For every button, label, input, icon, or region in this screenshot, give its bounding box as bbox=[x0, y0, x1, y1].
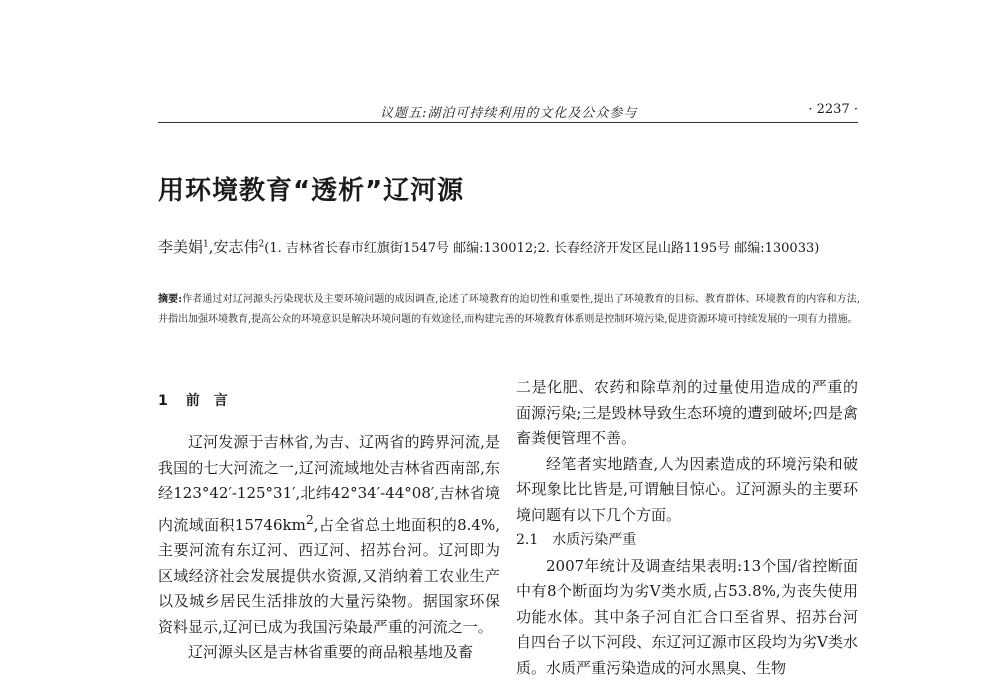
author-2: 安志伟 bbox=[213, 238, 259, 256]
left-column bbox=[158, 388, 500, 666]
running-title: 议题五:湖泊可持续利用的文化及公众参与 bbox=[380, 106, 638, 121]
right-column bbox=[516, 375, 858, 681]
water-quality-paragraph: 2007年统计及调查结果表明:13个国/省控断面中有8个断面均为劣Ⅴ类水质,占53.8%,为丧失使用功能水体。其中条子河自汇合口至省界、招苏台河自四台子以下河段、东辽河辽源市区段均为劣Ⅴ类水质。水质严重污染造成的河水黑臭、生物 bbox=[516, 556, 858, 677]
section-1-title: 前言 bbox=[185, 393, 242, 409]
intro-para-1-tail: ,占全省总土地面积的8.4%,主要河流有东辽河、西辽河、招苏台河。辽河即为区域经济社会发展提供水资源,又消纳着工农业生产以及城乡居民生活排放的大量污染物。据国家环保资料显示,辽河已成为我国污染最严重的河流之一。 bbox=[158, 515, 500, 636]
subsection-2-1-heading bbox=[516, 528, 858, 554]
author-1: 李美娟 bbox=[158, 238, 204, 256]
intro-para-1-text: 辽河发源于吉林省,为吉、辽两省的跨界河流,是我国的七大河流之一,辽河流域地处吉林省西南部,东经123°42′-125°31′,北纬42°34′-44°08′,吉林省境内流域面积15746km bbox=[158, 433, 500, 534]
intro-paragraph-2: 辽河源头区是吉林省重要的商品粮基地及畜 bbox=[188, 643, 474, 661]
abstract bbox=[158, 290, 860, 330]
author-separator: , bbox=[208, 238, 214, 256]
intro-paragraph-1 bbox=[158, 430, 500, 640]
section-1-number: 1 bbox=[158, 393, 168, 409]
area-unit-superscript: 2 bbox=[305, 511, 314, 527]
author-1-affil-mark: 1 bbox=[203, 239, 209, 250]
subsection-2-1-number: 2.1 bbox=[516, 532, 539, 548]
page-number: · 2237 · bbox=[808, 102, 858, 117]
running-header bbox=[158, 100, 858, 123]
affiliation: (1. 吉林省长春市红旗街1547号 邮编:130012;2. 长春经济开发区昆山路1195号 邮编:130033) bbox=[264, 241, 820, 256]
section-1-heading bbox=[158, 388, 500, 430]
article-title: 用环境教育“透析”辽河源 bbox=[158, 176, 465, 206]
author-line bbox=[158, 236, 878, 257]
survey-paragraph: 经笔者实地踏查,人为因素造成的环境污染和破坏现象比比皆是,可谓触目惊心。辽河源头的主要环境问题有以下几个方面。 bbox=[516, 454, 858, 524]
subsection-2-1-title: 水质污染严重 bbox=[552, 532, 637, 548]
abstract-label: 摘要: bbox=[158, 294, 182, 305]
continued-paragraph: 二是化肥、农药和除草剂的过量使用造成的严重的面源污染;三是毁林导致生态环境的遭到破坏;四是禽畜粪便管理不善。 bbox=[516, 378, 858, 447]
abstract-text: 作者通过对辽河源头污染现状及主要环境问题的成因调查,论述了环境教育的迫切性和重要性,提出了环境教育的目标、教育群体、环境教育的内容和方法,并指出加强环境教育,提高公众的环境意识是解决环境问题的有效途径,而构建完善的环境教育体系则是控制环境污染,促进资源环境可持续发展的一项有力措施。 bbox=[158, 294, 860, 325]
author-2-affil-mark: 2 bbox=[258, 239, 265, 250]
